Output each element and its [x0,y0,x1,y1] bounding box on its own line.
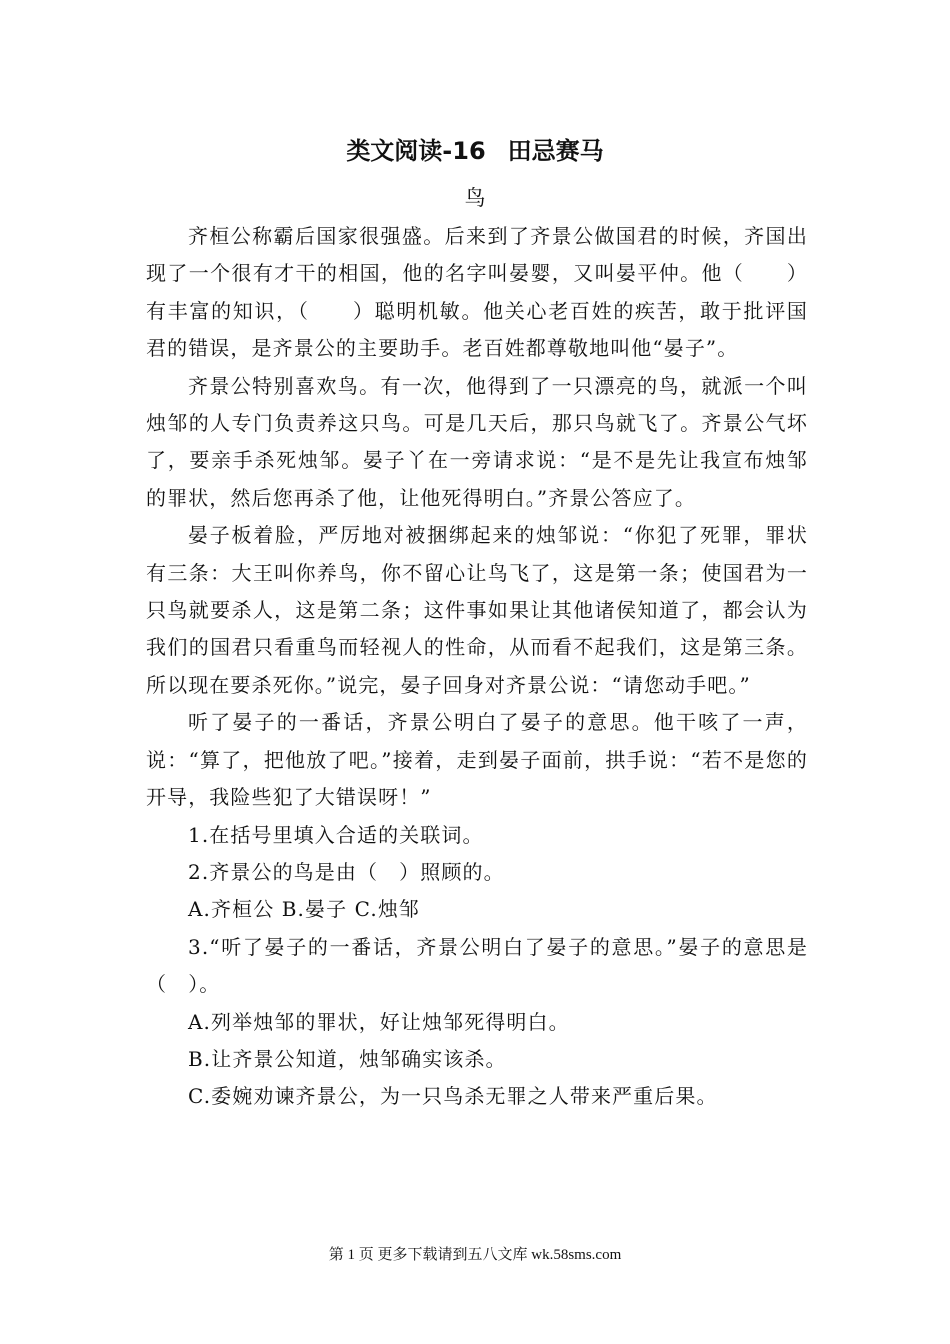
paragraph-4: 听了晏子的一番话，齐景公明白了晏子的意思。他干咳了一声，说：“算了，把他放了吧。”接着，走到晏子面前，拱手说：“若不是您的开导，我险些犯了大错误呀！” [146,710,808,810]
paragraph-1: 齐桓公称霸后国家很强盛。后来到了齐景公做国君的时候，齐国出现了一个很有才干的相国，他的名字叫晏婴，又叫晏平仲。他（ ）有丰富的知识，（ ）聪明机敏。他关心老百姓的疾苦，敢于批评国君的错误，是齐景公的主要助手。老百姓都尊敬地叫他“晏子”。 [146,224,808,361]
question-2: 2.齐景公的鸟是由（ ）照顾的。 [188,859,505,884]
question-3-option-b: B.让齐景公知道，烛邹确实该杀。 [188,1046,507,1071]
document-body [146,218,808,1116]
page-footer: 第 1 页 更多下载请到五八文库 wk.58sms.com [328,1247,622,1263]
question-3-option-c: C.委婉劝谏齐景公，为一只鸟杀无罪之人带来严重后果。 [188,1084,718,1109]
document-title [0,134,950,168]
question-1: 1.在括号里填入合适的关联词。 [188,822,484,847]
title-main: 类文阅读-16 [346,137,486,165]
question-3: 3.“听了晏子的一番话，齐景公明白了晏子的意思。”晏子的意思是（ ）。 [146,934,808,997]
title-sub: 田忌赛马 [507,137,604,165]
paragraph-2: 齐景公特别喜欢鸟。有一次，他得到了一只漂亮的鸟，就派一个叫烛邹的人专门负责养这只鸟。可是几天后，那只鸟就飞了。齐景公气坏了，要亲手杀死烛邹。晏子丫在一旁请求说：“是不是先让我宣布烛邹的罪状，然后您再杀了他，让他死得明白。”齐景公答应了。 [146,373,808,510]
question-2-options: A.齐桓公 B.晏子 C.烛邹 [188,897,421,922]
question-3-option-a: A.列举烛邹的罪状，好让烛邹死得明白。 [188,1009,570,1034]
passage-title: 鸟 [464,186,486,210]
paragraph-3: 晏子板着脸，严厉地对被捆绑起来的烛邹说：“你犯了死罪，罪状有三条：大王叫你养鸟，你不留心让鸟飞了，这是第一条；使国君为一只鸟就要杀人，这是第二条；这件事如果让其他诸侯知道了，都会认为我们的国君只看重鸟而轻视人的性命，从而看不起我们，这是第三条。所以现在要杀死你。”说完，晏子回身对齐景公说：“请您动手吧。” [146,523,808,697]
